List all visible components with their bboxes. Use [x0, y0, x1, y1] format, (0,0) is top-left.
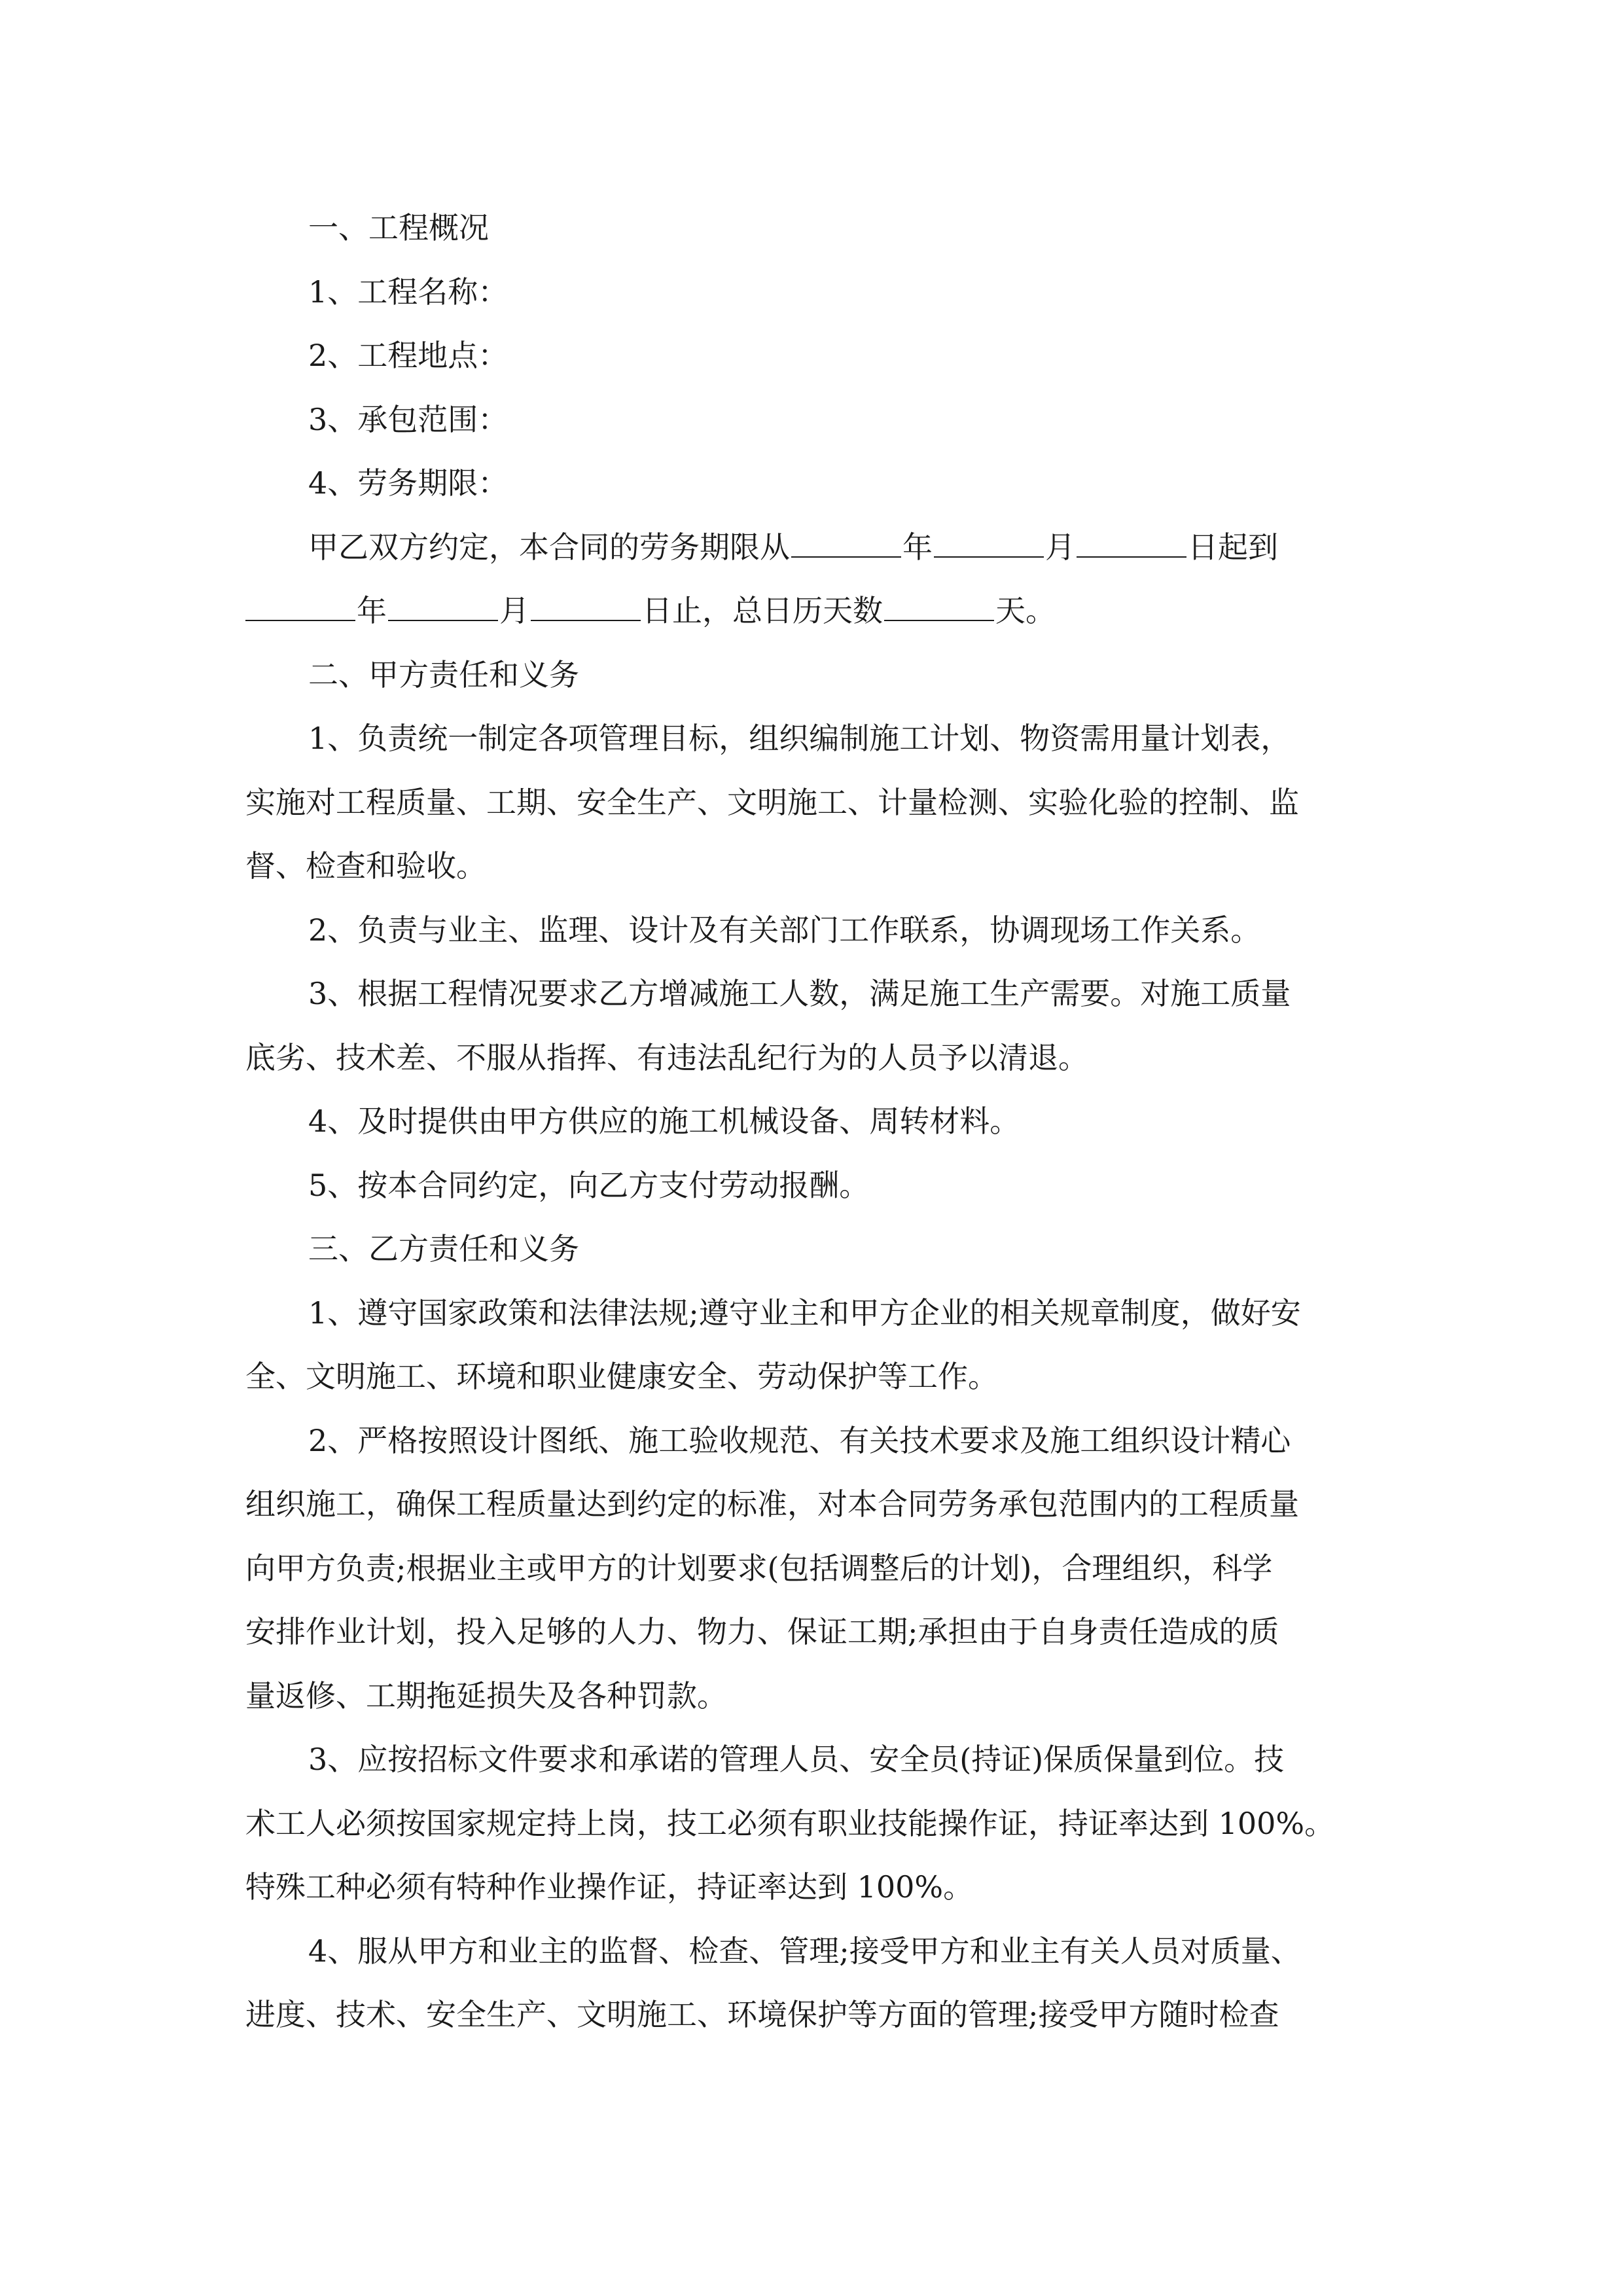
labor-term-line: 4、劳务期限：: [308, 465, 508, 501]
term-year-label: 年: [902, 529, 933, 565]
blank-end-month: [388, 590, 498, 621]
project-name-line: 1、工程名称：: [308, 274, 508, 310]
section-heading-party-b: 三、乙方责任和义务: [308, 1231, 579, 1266]
paragraph-line: 实施对工程质量、工期、安全生产、文明施工、计量检测、实验化验的控制、监: [245, 784, 1299, 820]
paragraph-line: 3、根据工程情况要求乙方增减施工人数，满足施工生产需要。对施工质量: [308, 976, 1291, 1011]
paragraph-line: 组织施工，确保工程质量达到约定的标准，对本合同劳务承包范围内的工程质量: [245, 1486, 1299, 1522]
paragraph-line: 1、负责统一制定各项管理目标，组织编制施工计划、物资需用量计划表，: [308, 721, 1291, 756]
term-day-end-label: 日止，总日历天数: [642, 593, 883, 628]
paragraph-line: 安排作业计划，投入足够的人力、物力、保证工期;承担由于自身责任造成的质: [245, 1614, 1279, 1649]
paragraph-line: 5、按本合同约定，向乙方支付劳动报酬。: [308, 1167, 870, 1203]
blank-start-year: [791, 526, 901, 558]
paragraph-line: 2、负责与业主、监理、设计及有关部门工作联系，协调现场工作关系。: [308, 912, 1261, 948]
section-heading-party-a: 二、甲方责任和义务: [308, 656, 579, 692]
paragraph-line: 特殊工种必须有特种作业操作证，持证率达到 100%。: [245, 1869, 974, 1905]
section-heading-project-overview: 一、工程概况: [308, 210, 489, 245]
paragraph-line: 4、及时提供由甲方供应的施工机械设备、周转材料。: [308, 1103, 1020, 1139]
blank-end-year: [245, 590, 355, 621]
paragraph-line: 1、遵守国家政策和法律法规;遵守业主和甲方企业的相关规章制度，做好安: [308, 1295, 1301, 1331]
term-end-month-label: 月: [499, 593, 529, 628]
term-prefix: 甲乙双方约定，本合同的劳务期限从: [308, 529, 790, 565]
blank-start-month: [934, 526, 1044, 558]
paragraph-line: 底劣、技术差、不服从指挥、有违法乱纪行为的人员予以清退。: [245, 1039, 1088, 1075]
paragraph-line: 3、应按招标文件要求和承诺的管理人员、安全员(持证)保质保量到位。技: [308, 1742, 1285, 1777]
paragraph-line: 2、严格按照设计图纸、施工验收规范、有关技术要求及施工组织设计精心: [308, 1422, 1291, 1458]
term-day-start-label: 日起到: [1188, 529, 1278, 565]
term-month-label: 月: [1045, 529, 1075, 565]
term-agreement-line-1: [245, 516, 1381, 580]
paragraph-line: 进度、技术、安全生产、文明施工、环境保护等方面的管理;接受甲方随时检查: [245, 1997, 1279, 2032]
term-end-year-label: 年: [357, 593, 387, 628]
term-agreement-line-2: [245, 579, 1381, 643]
paragraph-line: 量返修、工期拖延损失及各种罚款。: [245, 1677, 727, 1713]
blank-start-day: [1077, 526, 1186, 558]
paragraph-line: 全、文明施工、环境和职业健康安全、劳动保护等工作。: [245, 1359, 998, 1394]
blank-total-days: [884, 590, 994, 621]
contract-scope-line: 3、承包范围：: [308, 401, 508, 437]
blank-end-day: [531, 590, 641, 621]
paragraph-line: 术工人必须按国家规定持上岗，技工必须有职业技能操作证，持证率达到 100%。: [245, 1805, 1335, 1841]
paragraph-line: 向甲方负责;根据业主或甲方的计划要求(包括调整后的计划)，合理组织，科学: [245, 1550, 1273, 1586]
paragraph-line: 督、检查和验收。: [245, 848, 486, 884]
term-days-label: 天。: [995, 593, 1056, 628]
paragraph-line: 4、服从甲方和业主的监督、检查、管理;接受甲方和业主有关人员对质量、: [308, 1933, 1301, 1969]
project-location-line: 2、工程地点：: [308, 338, 508, 373]
contract-body: [245, 196, 1381, 2047]
